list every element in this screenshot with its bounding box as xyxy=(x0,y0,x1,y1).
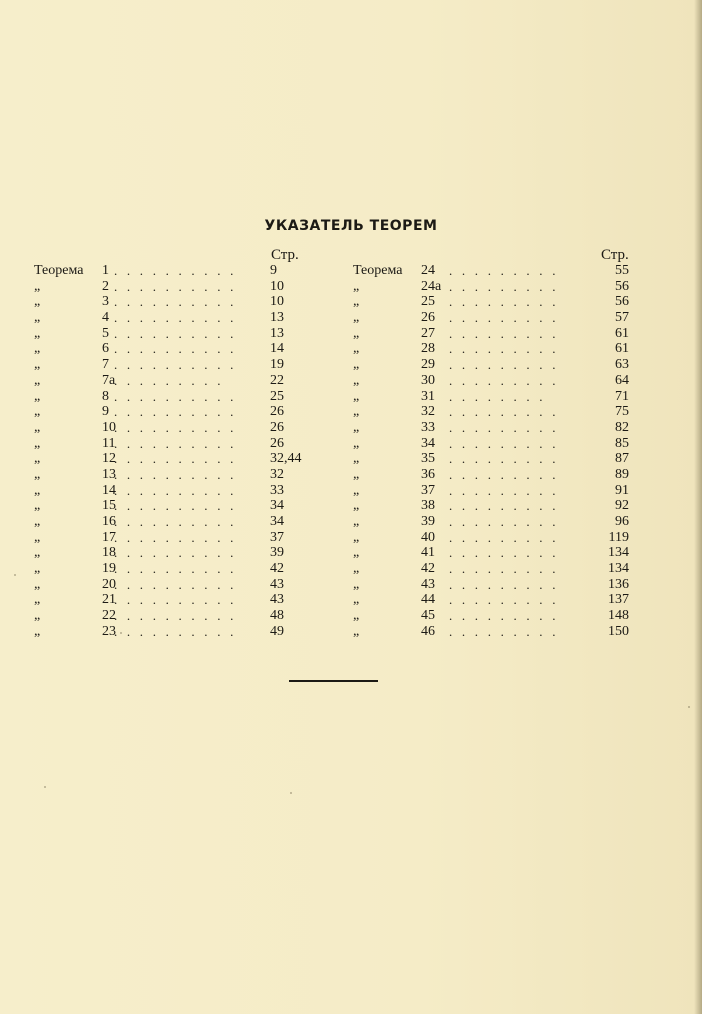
page-number: 48 xyxy=(270,608,284,624)
theorem-label: Теорема xyxy=(34,263,84,278)
theorem-number: 38 xyxy=(421,498,435,514)
theorem-number: 41 xyxy=(421,545,435,561)
theorem-label: „ xyxy=(34,372,41,388)
index-entry xyxy=(34,436,296,452)
theorem-number: 43 xyxy=(421,576,435,592)
leader-dots: . . . . . . . . . xyxy=(449,592,559,608)
theorem-number: 30 xyxy=(421,372,435,388)
page-number: 49 xyxy=(270,623,284,639)
theorem-label: Теорема xyxy=(353,263,403,278)
theorem-label: „ xyxy=(34,608,41,624)
index-entry xyxy=(353,483,640,499)
leader-dots: . . . . . . . . . . xyxy=(114,341,237,357)
theorem-label: „ xyxy=(34,310,41,326)
page-number: 92 xyxy=(615,498,629,514)
theorem-number: 28 xyxy=(421,341,435,357)
index-entry xyxy=(353,279,640,295)
theorem-label: „ xyxy=(353,466,360,482)
page-number: 91 xyxy=(615,482,629,498)
index-entry xyxy=(34,530,296,546)
page-number: 26 xyxy=(270,404,284,420)
index-entry xyxy=(34,294,296,310)
page-number: 150 xyxy=(608,623,629,639)
page-number: 34 xyxy=(270,498,284,514)
index-entry xyxy=(34,341,296,357)
page-number: 19 xyxy=(270,357,284,373)
index-entry xyxy=(353,514,640,530)
page-number: 136 xyxy=(608,576,629,592)
theorem-number: 27 xyxy=(421,325,435,341)
page-number: 43 xyxy=(270,592,284,608)
theorem-number: 1 xyxy=(102,263,109,278)
page-number: 26 xyxy=(270,435,284,451)
page-number: 39 xyxy=(270,545,284,561)
page-number: 61 xyxy=(615,341,629,357)
theorem-label: „ xyxy=(353,419,360,435)
page-number: 119 xyxy=(608,529,629,545)
theorem-label: „ xyxy=(34,561,41,577)
leader-dots: . . . . . . . . . . xyxy=(114,404,237,420)
index-entry xyxy=(34,592,296,608)
right-rows xyxy=(353,263,640,640)
theorem-label: „ xyxy=(353,545,360,561)
leader-dots: . . . . . . . . . . xyxy=(114,608,237,624)
page-number: 42 xyxy=(270,561,284,577)
theorem-label: „ xyxy=(353,592,360,608)
theorem-number: 6 xyxy=(102,341,109,357)
paper-speck xyxy=(120,632,122,634)
index-entry xyxy=(353,389,640,405)
theorem-number: 20 xyxy=(102,576,116,592)
theorem-number: 23 xyxy=(102,623,116,639)
leader-dots: . . . . . . . . . . xyxy=(114,482,237,498)
paper-speck xyxy=(44,786,46,788)
theorem-number: 16 xyxy=(102,514,116,529)
leader-dots: . . . . . . . . . xyxy=(449,341,559,357)
theorem-label: „ xyxy=(353,388,360,404)
left-rows xyxy=(34,263,302,640)
leader-dots: . . . . . . . . . xyxy=(449,404,559,420)
leader-dots: . . . . . . . . . xyxy=(449,608,559,624)
index-entry xyxy=(34,420,296,436)
theorem-label: „ xyxy=(353,325,360,341)
theorem-number: 24a xyxy=(421,278,442,294)
index-entry xyxy=(353,530,640,546)
page-number: 148 xyxy=(608,608,629,624)
page-number: 61 xyxy=(615,325,629,341)
index-entry xyxy=(353,545,640,561)
leader-dots: . . . . . . . . . . xyxy=(114,466,237,482)
index-entry xyxy=(353,561,640,577)
theorem-number: 9 xyxy=(102,404,109,420)
leader-dots: . . . . . . . . . xyxy=(449,466,559,482)
page-number: 57 xyxy=(615,310,629,326)
leader-dots: . . . . . . . . . xyxy=(449,294,559,310)
theorem-label: „ xyxy=(34,278,41,294)
leader-dots: . . . . . . . . . xyxy=(114,372,224,388)
leader-dots: . . . . . . . . . xyxy=(449,498,559,514)
page-number: 56 xyxy=(615,278,629,294)
leader-dots: . . . . . . . . . . xyxy=(114,529,237,545)
leader-dots: . . . . . . . . . . xyxy=(114,545,237,561)
page-number: 25 xyxy=(270,388,284,404)
theorem-label: „ xyxy=(353,278,360,294)
leader-dots: . . . . . . . . . . xyxy=(114,514,237,529)
page-number: 13 xyxy=(270,310,284,326)
theorem-number: 19 xyxy=(102,561,116,577)
page-number: 63 xyxy=(615,357,629,373)
theorem-number: 15 xyxy=(102,498,116,514)
leader-dots: . . . . . . . . . . xyxy=(114,388,237,404)
index-entry xyxy=(353,357,640,373)
page-number: 71 xyxy=(615,388,629,404)
theorem-number: 8 xyxy=(102,388,109,404)
page-number: 22 xyxy=(270,372,284,388)
leader-dots: . . . . . . . . . . xyxy=(114,435,237,451)
leader-dots: . . . . . . . . . . xyxy=(114,498,237,514)
theorem-label: „ xyxy=(353,435,360,451)
index-entry xyxy=(34,608,296,624)
leader-dots: . . . . . . . . . xyxy=(449,561,559,577)
theorem-label: „ xyxy=(353,608,360,624)
leader-dots: . . . . . . . . . . xyxy=(114,310,237,326)
theorem-number: 24 xyxy=(421,263,435,278)
index-entry xyxy=(353,263,640,279)
page-number: 85 xyxy=(615,435,629,451)
theorem-label: „ xyxy=(34,325,41,341)
index-entry xyxy=(353,341,640,357)
theorem-number: 36 xyxy=(421,466,435,482)
theorem-label: „ xyxy=(353,451,360,467)
leader-dots: . . . . . . . . . xyxy=(449,514,559,529)
theorem-label: „ xyxy=(353,372,360,388)
leader-dots: . . . . . . . . . xyxy=(449,357,559,373)
page-number: 10 xyxy=(270,294,284,310)
leader-dots: . . . . . . . . . xyxy=(449,623,559,639)
index-entry xyxy=(353,467,640,483)
theorem-number: 4 xyxy=(102,310,109,326)
index-entry xyxy=(353,577,640,593)
leader-dots: . . . . . . . . . xyxy=(449,482,559,498)
theorem-number: 22 xyxy=(102,608,116,624)
page-number: 33 xyxy=(270,482,284,498)
leader-dots: . . . . . . . . . . xyxy=(114,357,237,373)
index-entry xyxy=(34,451,302,467)
index-entry xyxy=(34,373,296,389)
paper-speck xyxy=(688,706,690,708)
theorem-label: „ xyxy=(34,529,41,545)
theorem-label: „ xyxy=(34,623,41,639)
theorem-label: „ xyxy=(353,561,360,577)
theorem-label: „ xyxy=(353,294,360,310)
index-entry xyxy=(34,467,296,483)
theorem-label: „ xyxy=(34,466,41,482)
page-number: 134 xyxy=(608,545,629,561)
leader-dots: . . . . . . . . . . xyxy=(114,576,237,592)
leader-dots: . . . . . . . . . . xyxy=(114,263,237,278)
theorem-number: 17 xyxy=(102,529,116,545)
page-number: 137 xyxy=(608,592,629,608)
theorem-label: „ xyxy=(353,357,360,373)
leader-dots: . . . . . . . . . xyxy=(449,435,559,451)
theorem-number: 35 xyxy=(421,451,435,467)
page-number: 14 xyxy=(270,341,284,357)
paper-speck xyxy=(290,792,292,794)
theorem-number: 42 xyxy=(421,561,435,577)
theorem-number: 26 xyxy=(421,310,435,326)
theorem-label: „ xyxy=(353,529,360,545)
theorem-label: „ xyxy=(353,404,360,420)
index-entry xyxy=(353,404,640,420)
theorem-label: „ xyxy=(34,592,41,608)
page-number: 82 xyxy=(615,419,629,435)
theorem-number: 32 xyxy=(421,404,435,420)
leader-dots: . . . . . . . . xyxy=(449,388,546,404)
index-entry xyxy=(353,436,640,452)
leader-dots: . . . . . . . . . xyxy=(449,419,559,435)
index-entry xyxy=(353,310,640,326)
page-number: 13 xyxy=(270,325,284,341)
index-entry xyxy=(34,326,296,342)
index-entry xyxy=(34,310,296,326)
page-number: 37 xyxy=(270,529,284,545)
theorem-label: „ xyxy=(34,419,41,435)
theorem-number: 7a xyxy=(102,372,116,388)
theorem-number: 39 xyxy=(421,514,435,529)
index-entry xyxy=(34,404,296,420)
page-title: УКАЗАТЕЛЬ ТЕОРЕМ xyxy=(264,218,438,234)
index-entry xyxy=(353,498,640,514)
leader-dots: . . . . . . . . . xyxy=(449,576,559,592)
theorem-number: 13 xyxy=(102,466,116,482)
index-entry xyxy=(34,263,296,279)
leader-dots: . . . . . . . . . xyxy=(449,545,559,561)
leader-dots: . . . . . . . . . xyxy=(449,325,559,341)
theorem-number: 12 xyxy=(102,451,116,467)
theorem-number: 7 xyxy=(102,357,109,373)
theorem-label: „ xyxy=(34,576,41,592)
theorem-number: 18 xyxy=(102,545,116,561)
page-number: 64 xyxy=(615,372,629,388)
theorem-label: „ xyxy=(34,404,41,420)
theorem-number: 5 xyxy=(102,325,109,341)
theorem-label: „ xyxy=(34,357,41,373)
index-entry xyxy=(34,389,296,405)
page-number: 134 xyxy=(608,561,629,577)
page-number: 34 xyxy=(270,514,284,529)
theorem-number: 11 xyxy=(102,435,116,451)
index-entry xyxy=(353,420,640,436)
leader-dots: . . . . . . . . . xyxy=(449,372,559,388)
paper-speck xyxy=(14,574,16,576)
leader-dots: . . . . . . . . . xyxy=(449,278,559,294)
index-entry xyxy=(34,545,296,561)
theorem-number: 46 xyxy=(421,623,435,639)
page-number: 56 xyxy=(615,294,629,310)
leader-dots: . . . . . . . . . xyxy=(449,310,559,326)
theorem-number: 37 xyxy=(421,482,435,498)
page-edge-shadow xyxy=(694,0,702,1014)
index-entry xyxy=(353,608,640,624)
theorem-number: 25 xyxy=(421,294,435,310)
theorem-number: 31 xyxy=(421,388,435,404)
theorem-number: 44 xyxy=(421,592,435,608)
theorem-label: „ xyxy=(34,514,41,529)
theorem-number: 21 xyxy=(102,592,116,608)
leader-dots: . . . . . . . . . xyxy=(449,451,559,467)
theorem-number: 29 xyxy=(421,357,435,373)
page-number: 32 xyxy=(270,466,284,482)
leader-dots: . . . . . . . . . . xyxy=(114,294,237,310)
page-number: 9 xyxy=(270,263,277,278)
theorem-label: „ xyxy=(34,294,41,310)
leader-dots: . . . . . . . . . xyxy=(449,263,559,278)
leader-dots: . . . . . . . . . . xyxy=(114,623,237,639)
index-entry xyxy=(353,373,640,389)
page-number: 75 xyxy=(615,404,629,420)
theorem-number: 3 xyxy=(102,294,109,310)
theorem-label: „ xyxy=(353,576,360,592)
index-entry xyxy=(353,451,640,467)
theorem-label: „ xyxy=(353,623,360,639)
theorem-number: 2 xyxy=(102,278,109,294)
theorem-number: 14 xyxy=(102,482,116,498)
index-entry xyxy=(34,577,296,593)
page-number: 32,44 xyxy=(270,451,302,467)
index-entry xyxy=(34,357,296,373)
index-entry xyxy=(353,326,640,342)
theorem-label: „ xyxy=(34,451,41,467)
page-number: 55 xyxy=(615,263,629,278)
index-entry xyxy=(353,294,640,310)
theorem-label: „ xyxy=(34,388,41,404)
theorem-number: 33 xyxy=(421,419,435,435)
leader-dots: . . . . . . . . . . xyxy=(114,278,237,294)
index-entry xyxy=(34,561,296,577)
page-column-header: Стр. xyxy=(271,247,299,263)
index-entry xyxy=(34,514,296,530)
theorem-number: 34 xyxy=(421,435,435,451)
index-entry xyxy=(353,624,640,640)
theorem-number: 10 xyxy=(102,419,116,435)
leader-dots: . . . . . . . . . . xyxy=(114,419,237,435)
theorem-number: 40 xyxy=(421,529,435,545)
index-entry xyxy=(34,498,296,514)
index-entry xyxy=(353,592,640,608)
page-number: 89 xyxy=(615,466,629,482)
theorem-label: „ xyxy=(353,514,360,529)
theorem-label: „ xyxy=(353,498,360,514)
theorem-label: „ xyxy=(353,310,360,326)
leader-dots: . . . . . . . . . . xyxy=(114,325,237,341)
theorem-label: „ xyxy=(34,545,41,561)
theorem-label: „ xyxy=(353,482,360,498)
leader-dots: . . . . . . . . . xyxy=(449,529,559,545)
leader-dots: . . . . . . . . . . xyxy=(114,592,237,608)
page-number: 43 xyxy=(270,576,284,592)
theorem-label: „ xyxy=(34,482,41,498)
index-entry xyxy=(34,483,296,499)
page-column-header: Стр. xyxy=(601,247,629,263)
leader-dots: . . . . . . . . . . xyxy=(114,561,237,577)
theorem-label: „ xyxy=(34,435,41,451)
theorem-label: „ xyxy=(353,341,360,357)
index-entry xyxy=(34,624,296,640)
theorem-label: „ xyxy=(34,498,41,514)
page-number: 87 xyxy=(615,451,629,467)
page-number: 10 xyxy=(270,278,284,294)
theorem-label: „ xyxy=(34,341,41,357)
leader-dots: . . . . . . . . . . xyxy=(114,451,237,467)
index-entry xyxy=(34,279,296,295)
page-number: 26 xyxy=(270,419,284,435)
closing-rule xyxy=(289,680,378,682)
theorem-number: 45 xyxy=(421,608,435,624)
page-number: 96 xyxy=(615,514,629,529)
